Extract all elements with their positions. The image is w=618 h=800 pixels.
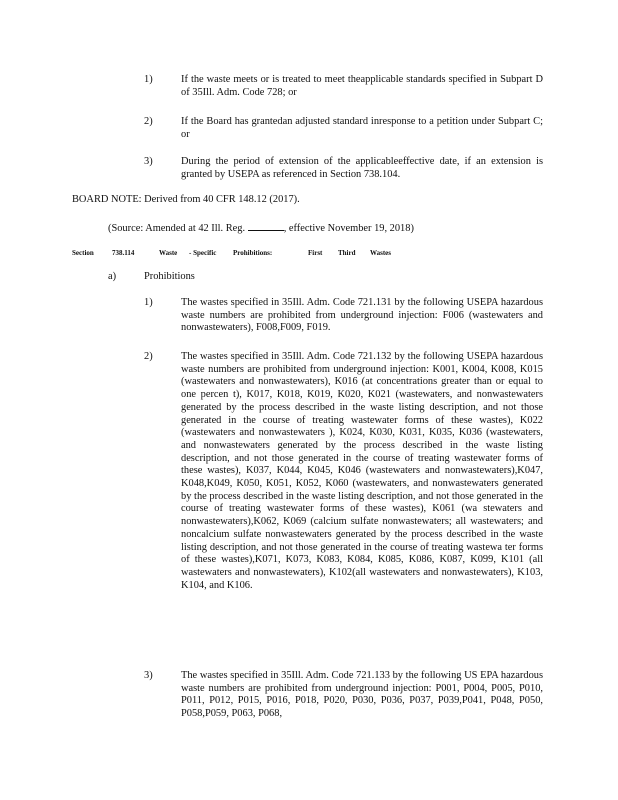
list-item-text: The wastes specified in 35Ill. Adm. Code 721.131 by the following USEPA hazardous waste numbers are prohibited from underground injection: F006 (wastewaters and nonwastewaters), F008,F009, F019. (181, 297, 543, 334)
section-heading (0, 247, 618, 259)
source-note (108, 221, 548, 236)
section-title-word: - Specific (189, 249, 217, 257)
board-note: BOARD NOTE: Derived from 40 CFR 148.12 (2017). (72, 194, 300, 205)
section-title-word: Wastes (370, 249, 391, 257)
list-number: 1) (144, 74, 153, 85)
section-number: 738.114 (112, 249, 135, 257)
section-title-word: Third (338, 249, 356, 257)
list-item-text: If the waste meets or is treated to meet theapplicable standards specified in Subpart D of 35Ill. Adm. Code 728; or (181, 74, 543, 98)
list-number: 2) (144, 351, 153, 362)
section-title-word: Waste (159, 249, 178, 257)
list-number: 3) (144, 156, 153, 167)
section-label: Section (72, 249, 94, 257)
source-text: (Source: Amended at 42 Ill. Reg. (108, 223, 246, 234)
list-number: 2) (144, 116, 153, 127)
source-text-effective: , effective November 19, 2018) (283, 223, 414, 234)
list-number: 3) (144, 670, 153, 681)
list-number: 1) (144, 297, 153, 308)
register-page-blank (248, 221, 284, 231)
list-item-text: The wastes specified in 35Ill. Adm. Code 721.132 by the following USEPA hazardous waste numbers are prohibited from underground injection: K001, K004, K008, K015 (wastewaters and nonwastewaters), K016 (at concentrations greater than or equal to one percen t), K017, K018, K019, K020, K021 (wastewaters, and nonwastewaters generated by the process described in the waste listing description, and not those generated in the course of treating wastewater forms of these wastes), K022 (wastewaters and nonwastewaters ), K024, K030, K031, K035, K036 (wastewaters, and nonwastewaters generated by the process described in the waste listing description, and not those generated in the course of treating wastewater forms of these wastes), K037, K044, K045, K046 (wastewaters and nonwastewaters),K047, K048,K049, K050, K051, K052, K060 (wastewaters, and nonwastewaters generated by the process described in the waste listing description, and not those generated in the course of treating wastewater forms of these wastes), K061 (wa stewaters and nonwastewaters),K062, K069 (calcium sulfate nonwastewaters; all wastewaters; and noncalcium sulfate nonwastewaters generated by the process described in the waste listing description, and not those generated in the course of treating wastewa ter forms of these wastes),K071, K073, K083, K084, K085, K086, K087, K099, K101 (all wastewaters and nonwastewaters), K102(all wastewaters and nonwastewaters), K103, K104, and K106. (181, 351, 543, 591)
list-item-text: During the period of extension of the applicableeffective date, if an extension is granted by USEPA as referenced in Section 738.104. (181, 156, 543, 180)
section-title-word: Prohibitions: (233, 249, 273, 257)
subsection-letter: a) (108, 271, 117, 282)
section-title-word: First (308, 249, 323, 257)
list-item-text: The wastes specified in 35Ill. Adm. Code 721.133 by the following US EPA hazardous waste numbers are prohibited from underground injection: P001, P004, P005, P010, P011, P012, P015, P016, P018, P020, P030, P036, P037, P039,P041, P048, P050, P058,P059, P063, P068, (181, 670, 543, 720)
list-item-text: If the Board has grantedan adjusted standard inresponse to a petition under Subpart C; or (181, 116, 543, 140)
subsection-heading: Prohibitions (144, 271, 195, 282)
